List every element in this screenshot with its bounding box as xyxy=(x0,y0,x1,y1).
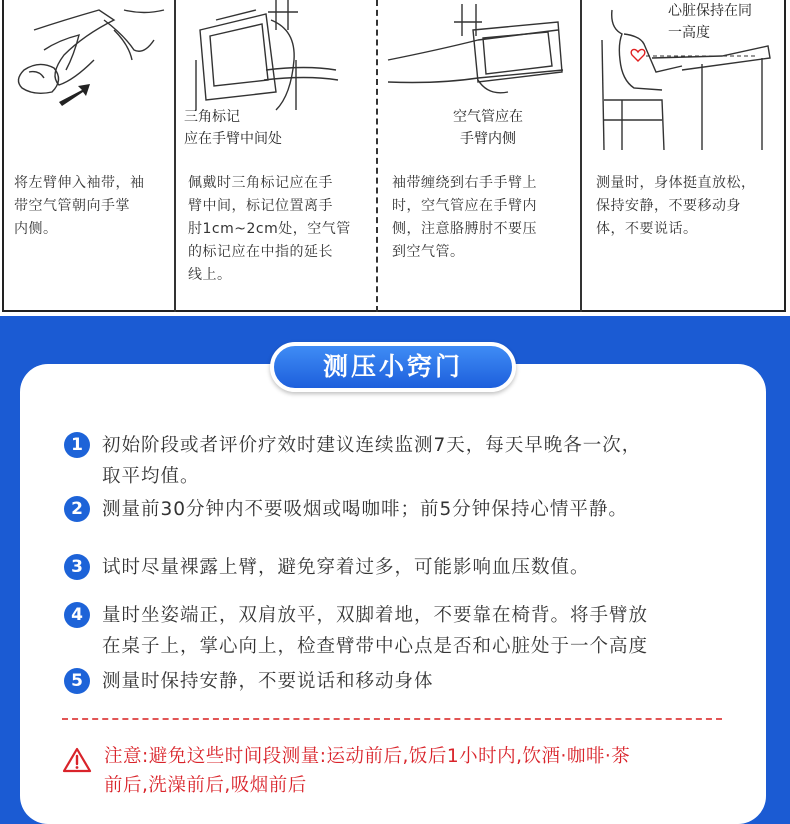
warning-divider xyxy=(62,718,722,720)
callout-line: 应在手臂中间处 xyxy=(184,131,282,147)
tip-text-line: 取平均值。 xyxy=(102,466,200,487)
step-1 xyxy=(4,0,174,312)
step-caption-line: 保持安静，不要移动身 xyxy=(596,198,741,214)
step-caption-line: 线上。 xyxy=(188,267,232,283)
step-caption-line: 佩戴时三角标记应在手 xyxy=(188,175,333,191)
tip-text-line: 试时尽量裸露上臂，避免穿着过多，可能影响血压数值。 xyxy=(102,557,590,578)
callout-line: 心脏保持在同 xyxy=(668,3,752,19)
warning-line: 注意:避免这些时间段测量:运动前后,饭后1小时内,饮酒·咖啡·茶 xyxy=(104,746,631,767)
step-caption-line: 的标记应在中指的延长 xyxy=(188,244,333,260)
tip-number-badge: 3 xyxy=(64,554,90,580)
tip-text-line: 初始阶段或者评价疗效时建议连续监测7天，每天早晚各一次， xyxy=(102,435,642,456)
callout-line: 三角标记 xyxy=(184,109,240,125)
step-caption-line: 袖带缠绕到右手手臂上 xyxy=(392,175,537,191)
tip-text-line: 量时坐姿端正，双肩放平，双脚着地，不要靠在椅背。将手臂放 xyxy=(102,605,649,626)
step-caption-line: 体，不要说话。 xyxy=(596,221,698,237)
callout-line: 手臂内侧 xyxy=(460,131,516,147)
step-caption-line: 肘1cm~2cm处，空气管 xyxy=(188,221,351,237)
step-2 xyxy=(176,0,376,312)
warning-line: 前后,洗澡前后,吸烟前后 xyxy=(104,775,307,796)
warning-note xyxy=(104,742,724,800)
callout-line: 一高度 xyxy=(668,25,710,41)
tip-number-badge: 2 xyxy=(64,496,90,522)
step-3 xyxy=(378,0,580,312)
warning-triangle-icon xyxy=(62,747,92,773)
instruction-strip xyxy=(0,0,790,316)
step-caption-line: 侧，注意胳膊肘不要压 xyxy=(392,221,537,237)
step-caption-line: 测量时，身体挺直放松， xyxy=(596,175,756,191)
step-caption-line: 将左臂伸入袖带，袖 xyxy=(14,175,145,191)
step-caption-line: 时，空气管应在手臂内 xyxy=(392,198,537,214)
step-caption-line: 到空气管。 xyxy=(392,244,465,260)
step-caption-line: 带空气管朝向手掌 xyxy=(14,198,130,214)
tip-number-badge: 5 xyxy=(64,668,90,694)
callout-line: 空气管应在 xyxy=(453,109,523,125)
tip-number-badge: 1 xyxy=(64,432,90,458)
arm-insertion-illustration xyxy=(4,0,174,160)
step-4 xyxy=(582,0,784,312)
tip-text-line: 在桌子上，掌心向上，检查臂带中心点是否和心脏处于一个高度 xyxy=(102,636,649,657)
tips-title-badge: 测压小窍门 xyxy=(270,342,516,392)
tip-number-badge: 4 xyxy=(64,602,90,628)
step-caption-line: 臂中间，标记位置离手 xyxy=(188,198,333,214)
tip-text-line: 测量时保持安静，不要说话和移动身体 xyxy=(102,671,434,692)
tip-text-line: 测量前30分钟内不要吸烟或喝咖啡；前5分钟保持心情平静。 xyxy=(102,499,628,520)
step-caption-line: 内侧。 xyxy=(14,221,58,237)
